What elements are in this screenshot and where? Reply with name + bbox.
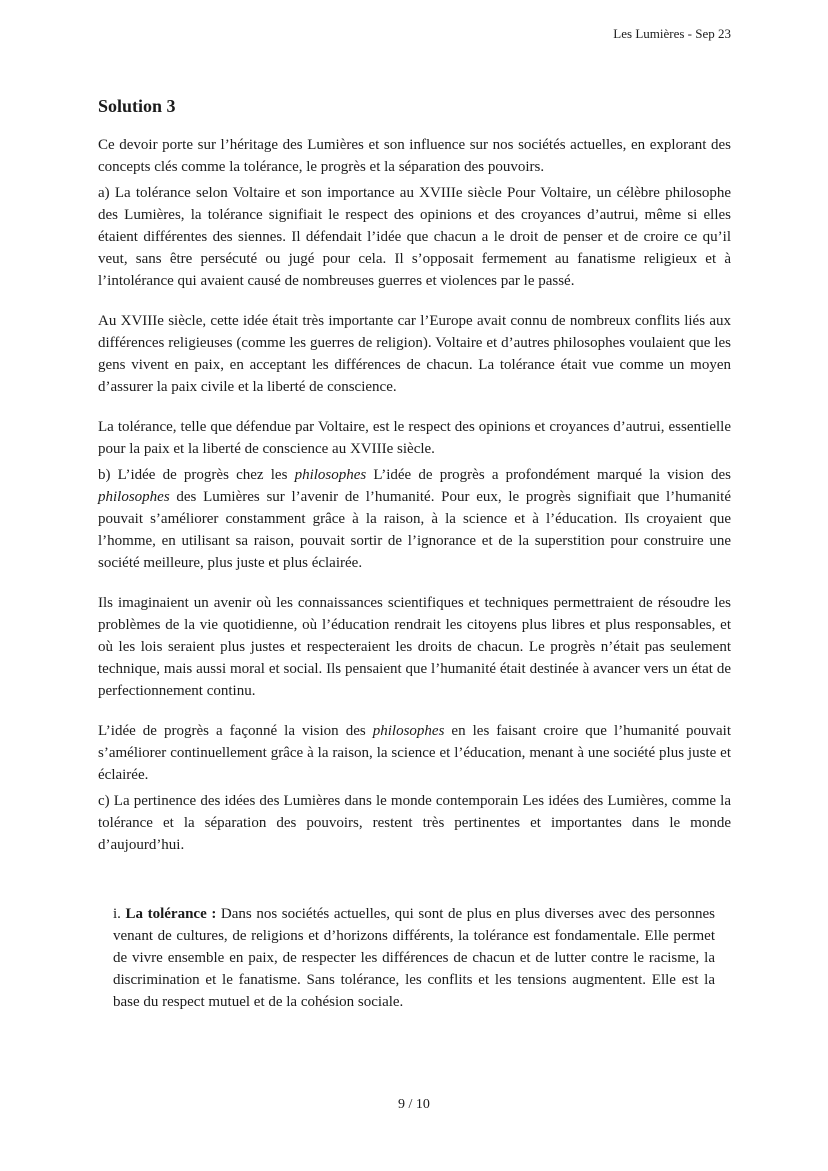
paragraph-2 [98, 182, 731, 292]
text-run-italic: philosophes [372, 723, 445, 739]
text-run-normal: Dans nos sociétés actuelles, qui sont de plus en plus diverses avec des personnes venant de cultures, de religions et d’horizons différents, la tolérance est fondamentale. Elle permet de vivre ensemble en paix, de respecter les différences de chacun et de lutter contre le racisme, la discrimination et le fanatisme. Sans tolérance, les conflits et les tensions augmentent. Elle est la base du respect mutuel et de la cohésion sociale. [113, 906, 715, 1010]
text-run-normal: des Lumières sur l’avenir de l’humanité. Pour eux, le progrès signifiait que l’humanité pouvait s’améliorer constamment grâce à la raison, à la science et à l’éducation. Ils croyaient que l’homme, en utilisant sa raison, pouvait sortir de l’ignorance et de la superstition pour construire une société meilleure, plus juste et plus éclairée. [98, 489, 731, 571]
document-content [98, 95, 731, 1017]
text-run-normal: Ils imaginaient un avenir où les connaissances scientifiques et techniques permettraient de résoudre les problèmes de la vie quotidienne, où l’éducation rendrait les citoyens plus libres et plus responsables, et où les lois seraient plus justes et respecteraient les droits de chacun. Le progrès n’était pas seulement technique, mais aussi moral et social. Ils pensaient que l’humanité était destinée à avancer vers un état de perfectionnement continu. [98, 595, 731, 699]
paragraphs-container [98, 134, 731, 1013]
text-run-normal: La tolérance, telle que défendue par Voltaire, est le respect des opinions et croyances d’autrui, essentielle pour la paix et la liberté de conscience au XVIIIe siècle. [98, 419, 731, 457]
text-run-normal: c) La pertinence des idées des Lumières dans le monde contemporain Les idées des Lumières, comme la tolérance et la séparation des pouvoirs, restent très pertinentes et importantes dans le monde d’aujourd’hui. [98, 793, 731, 853]
text-run-bold: La tolérance : [125, 906, 217, 922]
page-number: 9 / 10 [398, 1097, 430, 1112]
text-run-normal: Au XVIIIe siècle, cette idée était très importante car l’Europe avait connu de nombreux conflits liés aux différences religieuses (comme les guerres de religion). Voltaire et d’autres philosophes voulaient que les gens vivent en paix, en acceptant les différences de chacun. La tolérance était vue comme un moyen d’assurer la paix civile et la liberté de conscience. [98, 313, 731, 395]
text-run-normal: Ce devoir porte sur l’héritage des Lumières et son influence sur nos sociétés actuelles, en explorant des concepts clés comme la tolérance, le progrès et la séparation des pouvoirs. [98, 137, 731, 175]
paragraph-9 [113, 903, 715, 1013]
text-run-normal: b) L’idée de progrès chez les [98, 467, 295, 483]
text-run-normal: i. [113, 906, 126, 922]
text-run-normal: en les faisant croire que l’humanité pouvait s’améliorer continuellement grâce à la raison, la science et l’éducation, menant à une société plus juste et éclairée. [98, 723, 731, 783]
section-title: Solution 3 [98, 96, 176, 116]
paragraph-8 [98, 790, 731, 856]
text-run-normal: L’idée de progrès a profondément marqué la vision des [366, 467, 731, 483]
paragraph-6 [98, 592, 731, 702]
paragraph-5 [98, 464, 731, 574]
text-run-italic: philosophes [294, 467, 367, 483]
paragraph-7 [98, 720, 731, 786]
text-run-normal: L’idée de progrès a façonné la vision des [98, 723, 373, 739]
paragraph-4 [98, 416, 731, 460]
document-header-right: Les Lumières - Sep 23 [613, 26, 731, 41]
paragraph-3 [98, 310, 731, 398]
text-run-italic: philosophes [98, 489, 170, 505]
text-run-normal: a) La tolérance selon Voltaire et son importance au XVIIIe siècle Pour Voltaire, un célèbre philosophe des Lumières, la tolérance signifiait le respect des opinions et des croyances d’autrui, même si elles étaient différentes des siennes. Il défendait l’idée que chacun a le droit de penser et de croire ce qu’il veut, sans être persécuté ou jugé pour cela. Il s’opposait fermement au fanatisme religieux et à l’intolérance qui avaient causé de nombreuses guerres et violences par le passé. [98, 185, 731, 289]
paragraph-1 [98, 134, 731, 178]
